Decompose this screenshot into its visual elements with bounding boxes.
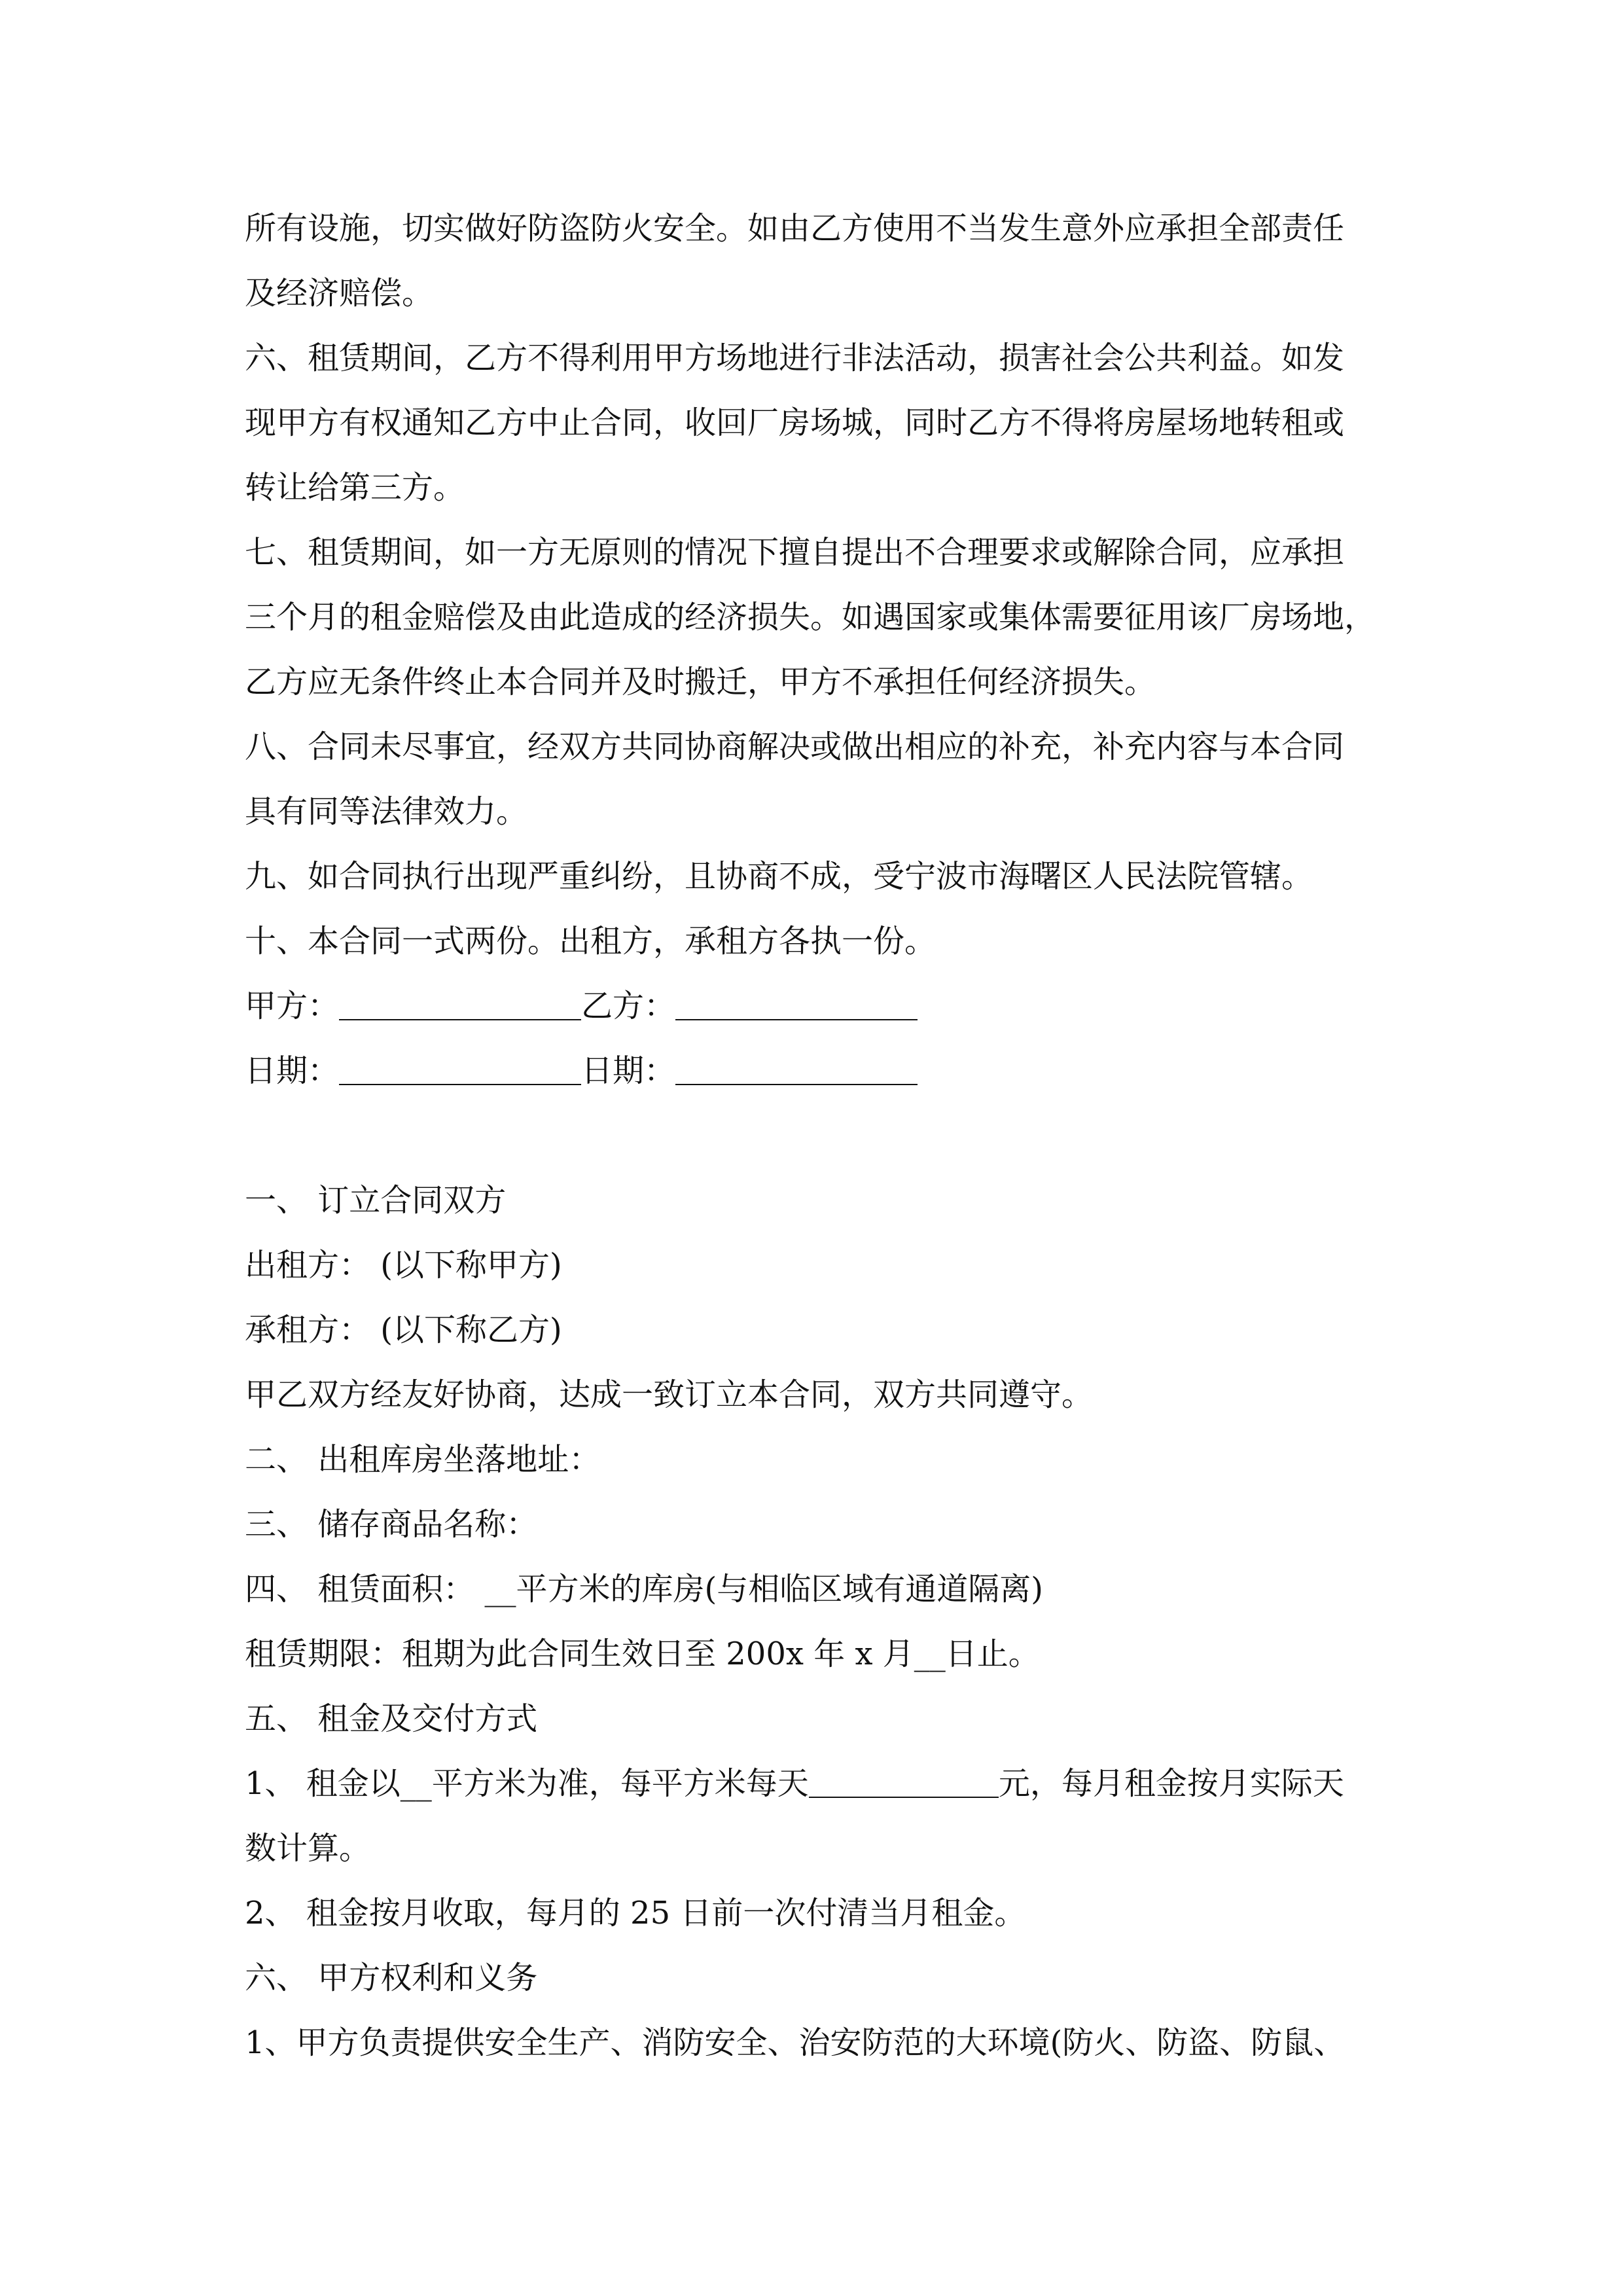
party-b-blank [675, 988, 918, 1020]
date-a-label: 日期： [245, 1052, 340, 1089]
text-line: 具有同等法律效力。 [245, 793, 528, 830]
term-line: 租赁期限：租期为此合同生效日至 200x 年 x 月__日止。 [245, 1636, 1040, 1672]
party-a-blank [339, 988, 581, 1020]
rent-text: 元，每月租金按月实际天 [998, 1765, 1344, 1802]
text-line: 现甲方有权通知乙方中止合同，收回厂房场城，同时乙方不得将房屋场地转租或 [245, 404, 1345, 441]
section-gap [245, 1103, 1394, 1168]
lessee-line: 承租方： (以下称乙方) [245, 1312, 562, 1348]
text-line: 及经济赔偿。 [245, 275, 434, 312]
clause-6: 六、租赁期间，乙方不得利用甲方场地进行非法活动，损害社会公共利益。如发 [245, 340, 1345, 376]
clause-7: 七、租赁期间，如一方无原则的情况下擅自提出不合理要求或解除合同，应承担 [245, 534, 1345, 571]
date-b-label: 日期： [581, 1052, 676, 1089]
document-body [245, 196, 1394, 2075]
clause-8: 八、合同未尽事宜，经双方共同协商解决或做出相应的补充，补充内容与本合同 [245, 728, 1345, 765]
signature-row [245, 974, 1394, 1039]
date-b-blank [675, 1052, 918, 1085]
agreement-line: 甲乙双方经友好协商，达成一致订立本合同，双方共同遵守。 [245, 1376, 1094, 1413]
party-b-label: 乙方： [581, 988, 676, 1024]
party-a-label: 甲方： [245, 988, 340, 1024]
date-row [245, 1039, 1394, 1103]
rent-clause-2: 2、 租金按月收取，每月的 25 日前一次付清当月租金。 [245, 1895, 1026, 1931]
section-heading: 六、 甲方权利和义务 [245, 1960, 538, 1996]
rent-blank [809, 1765, 999, 1798]
date-a-blank [339, 1052, 581, 1085]
text-line: 转让给第三方。 [245, 469, 465, 506]
section-heading: 三、 储存商品名称： [245, 1506, 538, 1543]
text-line: 数计算。 [245, 1830, 371, 1867]
section-heading: 二、 出租库房坐落地址： [245, 1441, 601, 1478]
section-heading: 一、 订立合同双方 [245, 1182, 507, 1219]
section-heading: 五、 租金及交付方式 [245, 1700, 538, 1737]
text-line: 所有设施，切实做好防盗防火安全。如由乙方使用不当发生意外应承担全部责任 [245, 210, 1345, 247]
duty-clause-1: 1、甲方负责提供安全生产、消防安全、治安防范的大环境(防火、防盗、防鼠、 [245, 2024, 1346, 2061]
text-line: 乙方应无条件终止本合同并及时搬迁，甲方不承担任何经济损失。 [245, 664, 1156, 700]
lessor-line: 出租方： (以下称甲方) [245, 1247, 562, 1283]
clause-9: 九、如合同执行出现严重纠纷，且协商不成，受宁波市海曙区人民法院管辖。 [245, 858, 1313, 895]
rent-text: 1、 租金以__平方米为准，每平方米每天 [245, 1765, 809, 1802]
text-line: 三个月的租金赔偿及由此造成的经济损失。如遇国家或集体需要征用该厂房场地， [245, 599, 1376, 636]
section-heading: 四、 租赁面积： __平方米的库房(与相临区域有通道隔离) [245, 1571, 1043, 1607]
rent-clause-1 [245, 1751, 1394, 1816]
clause-10: 十、本合同一式两份。出租方，承租方各执一份。 [245, 923, 936, 960]
